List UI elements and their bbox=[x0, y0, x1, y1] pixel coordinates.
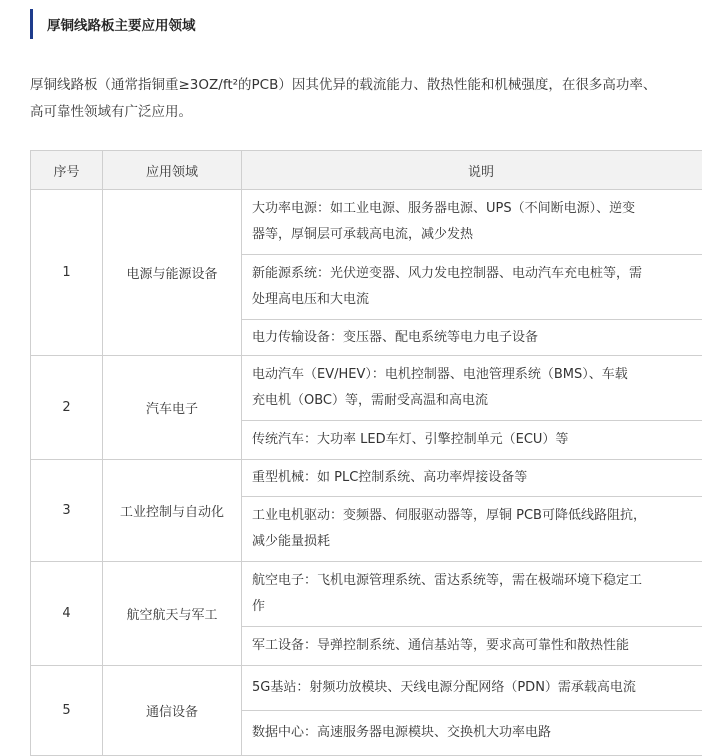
row-field: 电源与能源设备 bbox=[103, 190, 242, 356]
desc-line: 重型机械：如 PLC控制系统、高功率焊接设备等 bbox=[252, 470, 527, 485]
desc-line: 军工设备：导弹控制系统、通信基站等，要求高可靠性和散热性能 bbox=[252, 638, 629, 653]
table-row bbox=[31, 562, 702, 627]
row-description bbox=[242, 627, 702, 666]
row-number: 5 bbox=[31, 666, 103, 756]
row-description bbox=[242, 562, 702, 627]
desc-line: 航空电子：飞机电源管理系统、雷达系统等，需在极端环境下稳定工 bbox=[252, 573, 642, 588]
row-description bbox=[242, 666, 702, 711]
desc-line: 大功率电源：如工业电源、服务器电源、UPS（不间断电源）、逆变 bbox=[252, 201, 635, 216]
row-field: 通信设备 bbox=[103, 666, 242, 756]
desc-line: 减少能量损耗 bbox=[252, 534, 330, 549]
row-number: 2 bbox=[31, 356, 103, 460]
row-description bbox=[242, 460, 702, 497]
desc-line: 5G基站：射频功放模块、天线电源分配网络（PDN）需承载高电流 bbox=[252, 680, 636, 695]
intro-line: 厚铜线路板（通常指铜重≥3OZ/ft²的PCB）因其优异的载流能力、散热性能和机械强度，在很多高功率、 bbox=[30, 72, 702, 99]
desc-line: 新能源系统：光伏逆变器、风力发电控制器、电动汽车充电桩等，需 bbox=[252, 266, 642, 281]
desc-line: 充电机（OBC）等，需耐受高温和高电流 bbox=[252, 393, 488, 408]
section-title: 厚铜线路板主要应用领域 bbox=[47, 14, 196, 34]
table-row bbox=[31, 666, 702, 711]
header-field: 应用领域 bbox=[103, 151, 242, 190]
desc-line: 器等，厚铜层可承载高电流，减少发热 bbox=[252, 227, 473, 242]
applications-table bbox=[30, 150, 702, 756]
desc-line: 工业电机驱动：变频器、伺服驱动器等，厚铜 PCB可降低线路阻抗， bbox=[252, 508, 646, 523]
row-field: 汽车电子 bbox=[103, 356, 242, 460]
row-number: 4 bbox=[31, 562, 103, 666]
row-field: 工业控制与自动化 bbox=[103, 460, 242, 562]
desc-line: 处理高电压和大电流 bbox=[252, 292, 369, 307]
row-description bbox=[242, 497, 702, 562]
desc-line: 数据中心：高速服务器电源模块、交换机大功率电路 bbox=[252, 725, 551, 740]
row-field: 航空航天与军工 bbox=[103, 562, 242, 666]
row-description bbox=[242, 190, 702, 255]
row-description bbox=[242, 320, 702, 356]
desc-line: 传统汽车：大功率 LED车灯、引擎控制单元（ECU）等 bbox=[252, 432, 568, 447]
intro-line: 高可靠性领域有广泛应用。 bbox=[30, 99, 702, 126]
table-row bbox=[31, 190, 702, 255]
desc-line: 作 bbox=[252, 599, 265, 614]
row-number: 1 bbox=[31, 190, 103, 356]
table-row bbox=[31, 460, 702, 497]
header-desc: 说明 bbox=[242, 151, 702, 190]
row-description bbox=[242, 421, 702, 460]
table-row bbox=[31, 356, 702, 421]
header-num: 序号 bbox=[31, 151, 103, 190]
intro-paragraph bbox=[30, 72, 702, 126]
desc-line: 电力传输设备：变压器、配电系统等电力电子设备 bbox=[252, 330, 538, 345]
row-description bbox=[242, 255, 702, 320]
row-number: 3 bbox=[31, 460, 103, 562]
row-description bbox=[242, 356, 702, 421]
table-header-row bbox=[31, 151, 702, 190]
desc-line: 电动汽车（EV/HEV）：电机控制器、电池管理系统（BMS）、车载 bbox=[252, 367, 628, 382]
section-heading bbox=[30, 9, 196, 39]
